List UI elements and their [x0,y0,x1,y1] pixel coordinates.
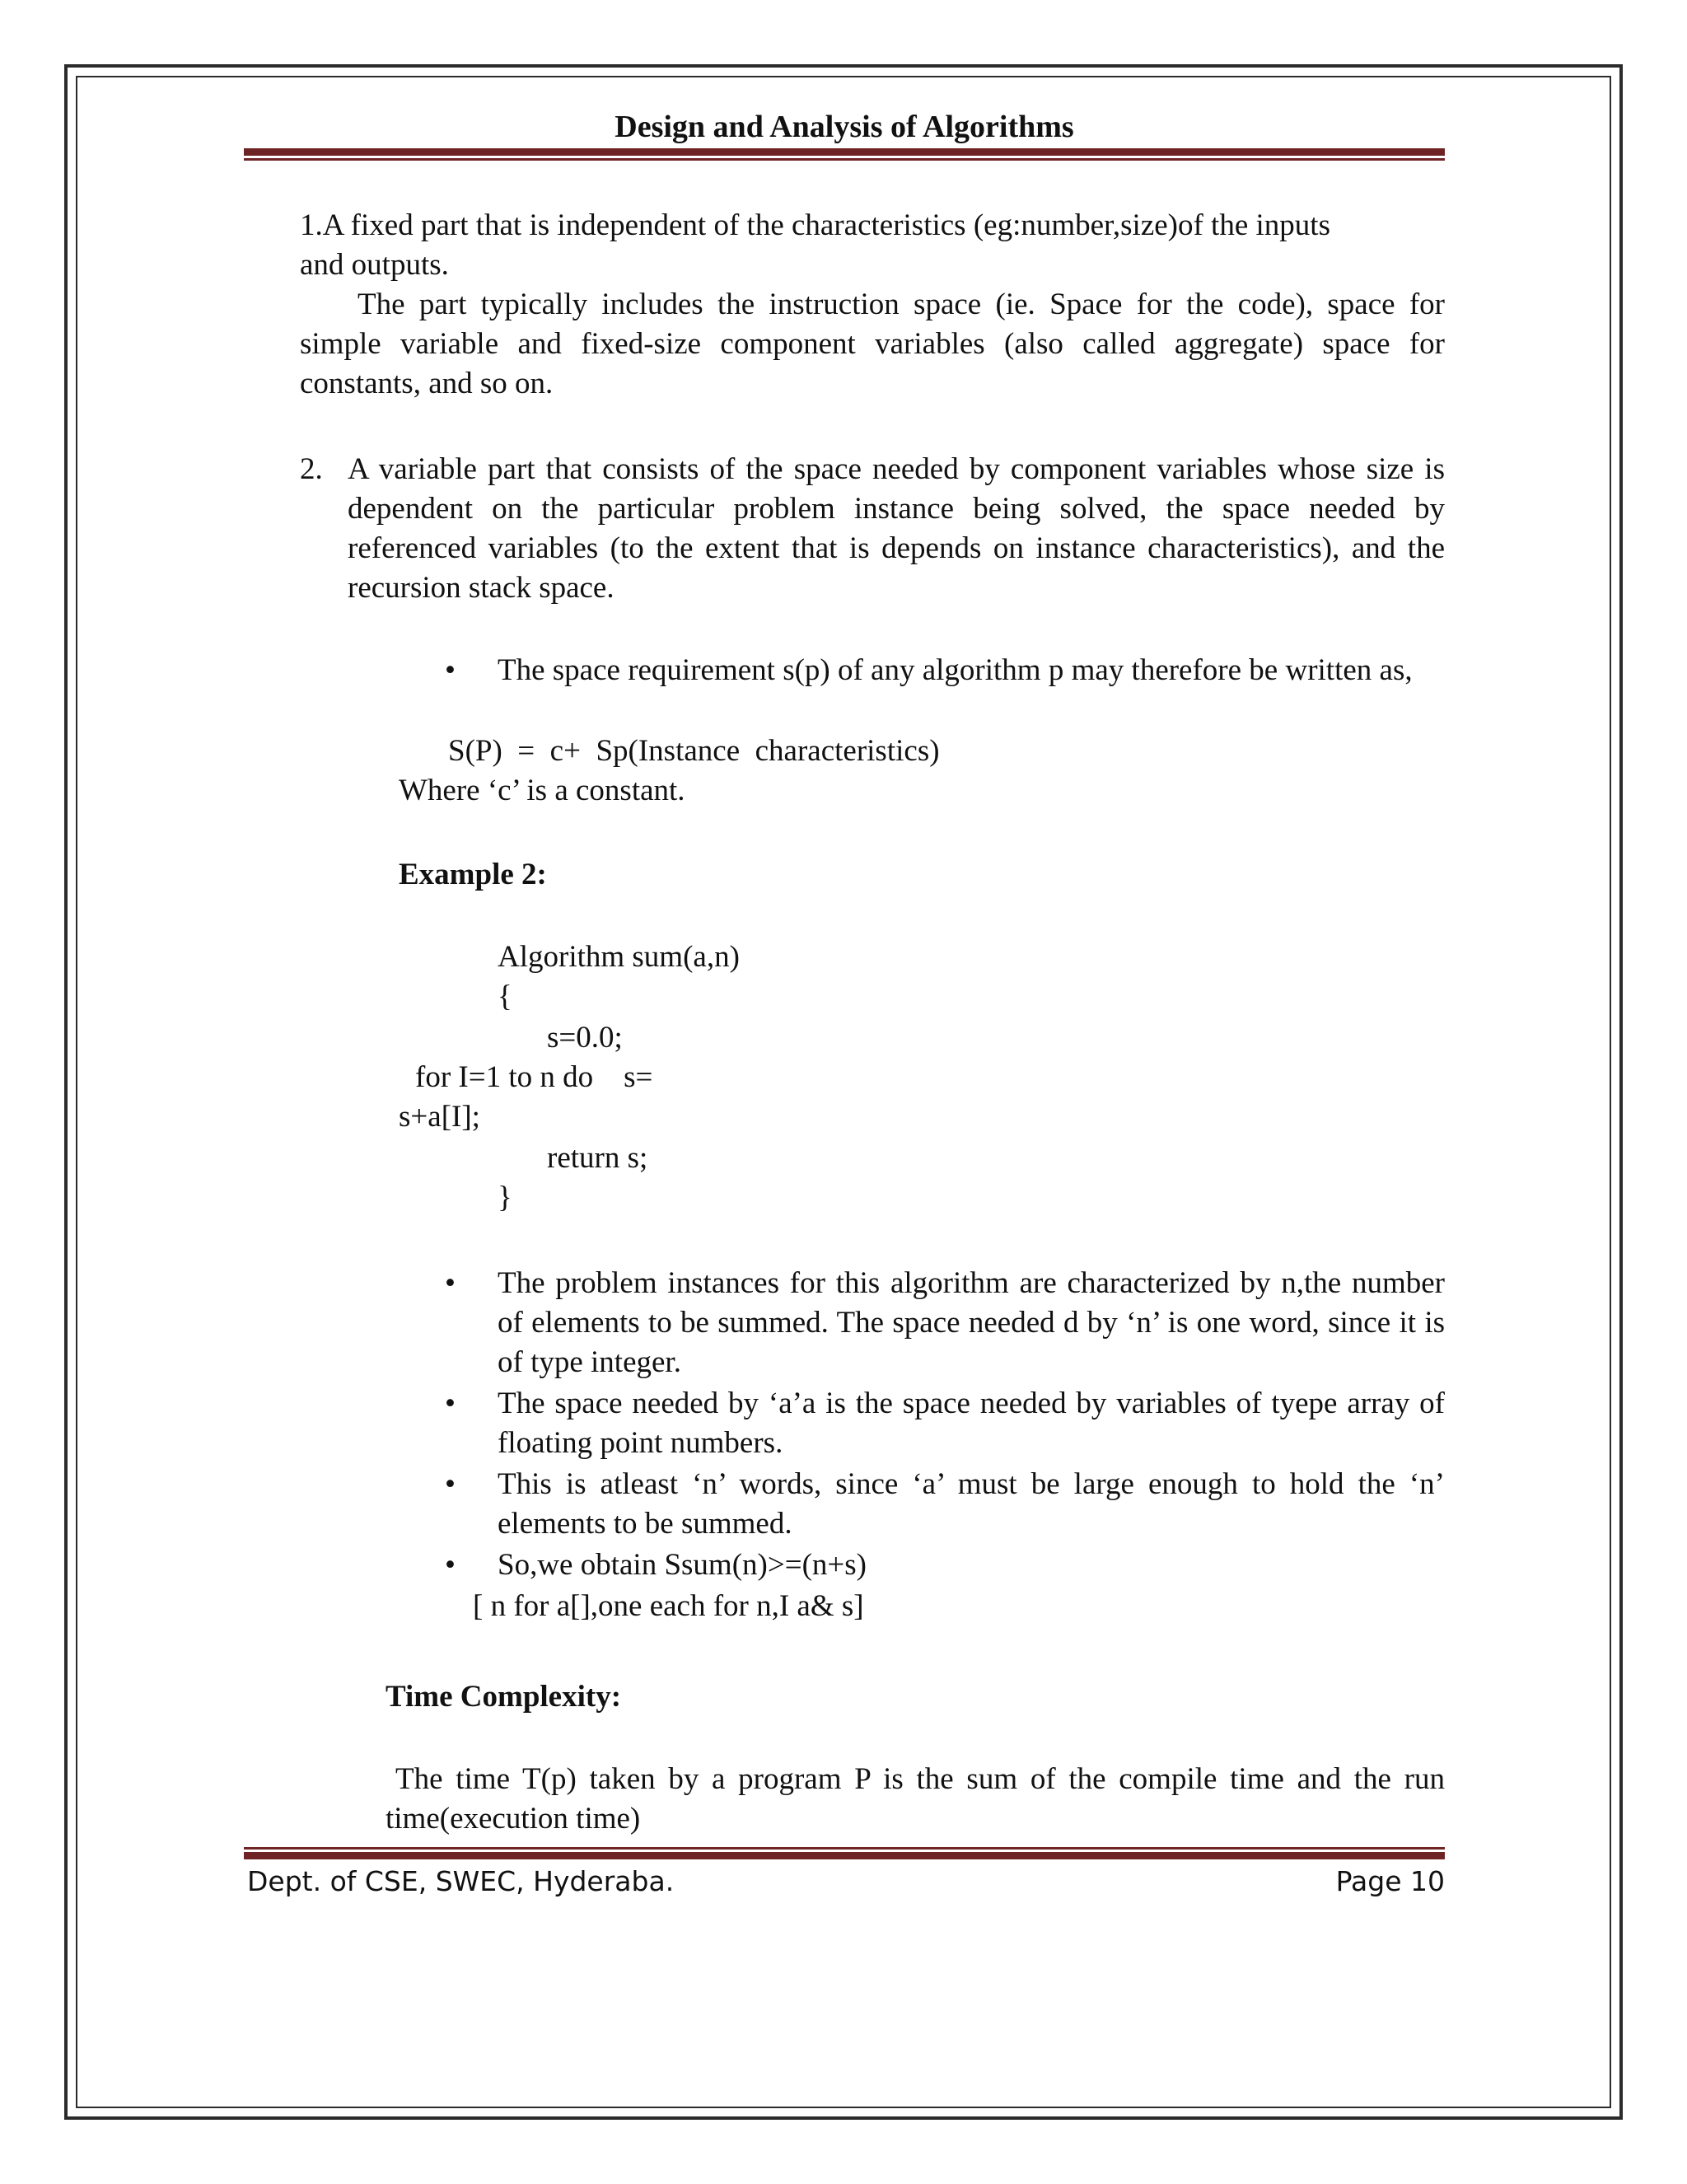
algorithm-line-1: Algorithm sum(a,n) [498,940,740,974]
time-text: The time T(p) taken by a program P is the sum of the compile time and the run time(execution time) [386,1762,1445,1836]
algorithm-line-7: } [498,1181,512,1214]
algorithm-line-4: for I=1 to n do s= [415,1060,653,1094]
bullet-item-3: This is atleast ‘n’ words, since ‘a’ must be large enough to hold the ‘n’ elements to be summed. [498,1467,1445,1541]
where-line: Where ‘c’ is a constant. [399,774,685,807]
space-formula: S(P) = c+ Sp(Instance characteristics) [448,734,940,768]
para2-text: A variable part that consists of the space needed by component variables whose size is dependent on the particular problem instance being solved, the space needed by referenced variables (to the extent that is depends on instance characteristics), and the recursion stack space. [348,452,1445,605]
bullet-icon: • [445,1387,456,1420]
header-rule [244,148,1445,161]
bullet-item-2: The space needed by ‘a’a is the space needed by variables of tyepe array of floating point numbers. [498,1387,1445,1460]
footer-page-number: Page 10 [1335,1865,1445,1897]
header-title: Design and Analysis of Algorithms [615,110,1074,144]
para1-line1: 1.A fixed part that is independent of the characteristics (eg:number,size)of the inputs [300,208,1330,242]
example-heading: Example 2: [399,858,547,891]
bullet-icon: • [445,1467,456,1501]
algorithm-line-6: return s; [547,1141,648,1175]
footer-department: Dept. of CSE, SWEC, Hyderaba. [247,1865,675,1897]
para1-continuation: The part typically includes the instruction space (ie. Space for the code), space for simple variable and fixed-size component variables (also called aggregate) space for constants, and so on. [300,288,1445,400]
footer-rule [244,1847,1445,1859]
bullet-item-1: The problem instances for this algorithm are characterized by n,the number of elements to be summed. The space needed d by ‘n’ is one word, since it is of type integer. [498,1266,1445,1379]
algorithm-line-2: { [498,980,512,1013]
bullet-icon: • [445,653,456,687]
bullet-item-4: So,we obtain Ssum(n)>=(n+s) [498,1548,867,1582]
bracket-note: [ n for a[],one each for n,I a& s] [473,1589,864,1623]
algorithm-line-3: s=0.0; [547,1021,623,1055]
time-heading: Time Complexity: [386,1680,622,1714]
algorithm-line-5: s+a[I]; [399,1100,480,1134]
para1-line2: and outputs. [300,248,449,282]
space-bullet-text: The space requirement s(p) of any algorithm p may therefore be written as, [498,653,1413,687]
bullet-icon: • [445,1266,456,1300]
para2-marker: 2. [300,452,323,486]
bullet-icon: • [445,1548,456,1582]
